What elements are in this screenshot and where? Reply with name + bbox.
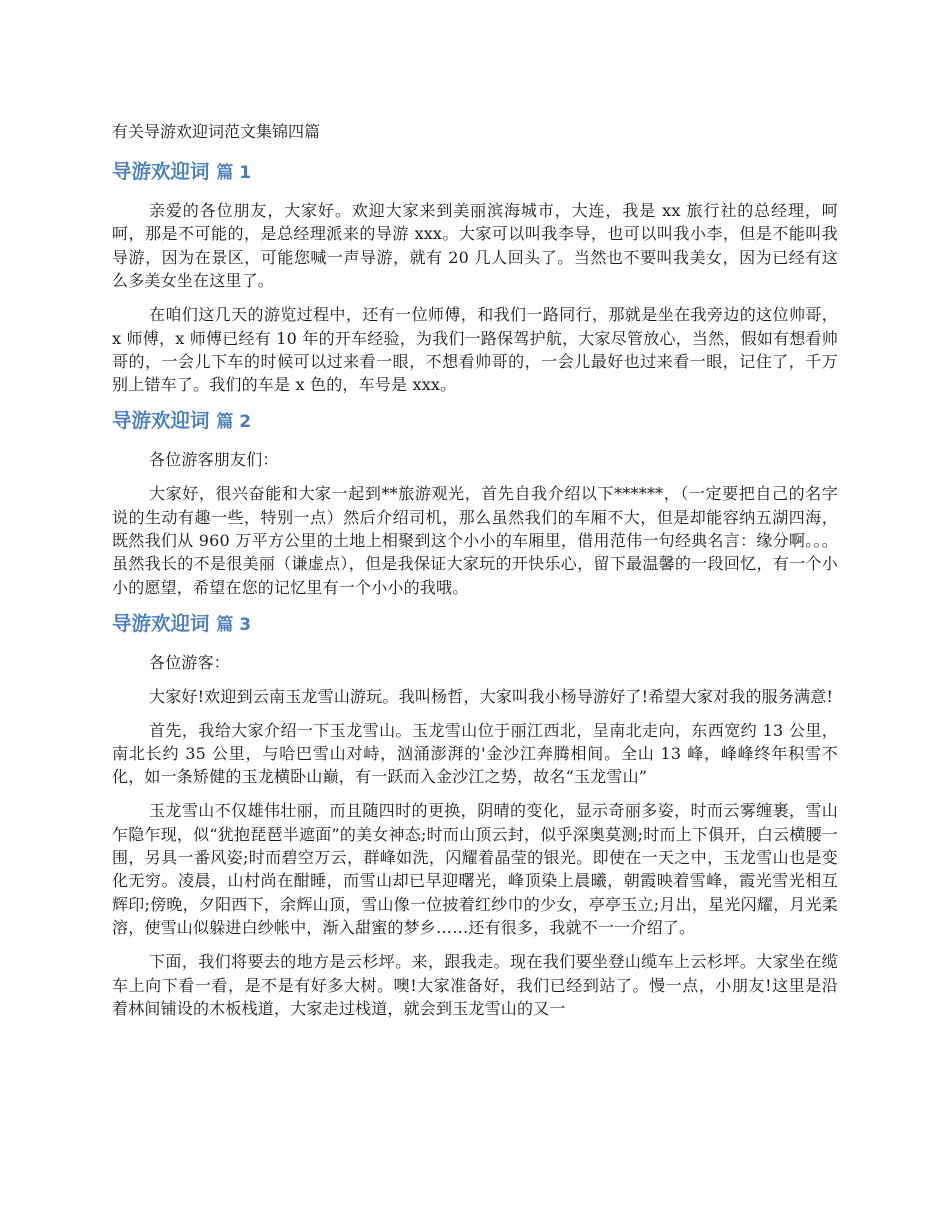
section-heading-text: 导游欢迎词	[112, 611, 210, 635]
section-3	[112, 610, 838, 1021]
section-heading-text: 导游欢迎词	[112, 409, 210, 433]
section-heading-number: 篇 1	[216, 163, 252, 183]
section-heading	[112, 158, 838, 187]
paragraph: 各位游客：	[149, 652, 231, 672]
document-page	[112, 120, 838, 1031]
document-title: 有关导游欢迎词范文集锦四篇	[112, 122, 321, 141]
section-heading	[112, 610, 838, 639]
section-heading-text: 导游欢迎词	[112, 160, 210, 183]
paragraph: 首先，我给大家介绍一下玉龙雪山。玉龙雪山位于丽江西北，呈南北走向，东西宽约 13 公里，南北长约 35 公里，与哈巴雪山对峙，汹涌澎湃的'金沙江奔腾相间。全山 13 峰，峰峰终年积雪不化，如一条矫健的玉龙横卧山巅，有一跃而入金沙江之势，故名“玉龙雪山”	[112, 720, 838, 787]
section-heading	[112, 407, 838, 436]
section-2	[112, 407, 838, 599]
paragraph: 在咱们这几天的游览过程中，还有一位师傅，和我们一路同行，那就是坐在我旁边的这位帅哥，x 师傅，x 师傅已经有 10 年的开车经验，为我们一路保驾护航，大家尽管放心，当然，假如有想看帅哥的，一会儿下车的时候可以过来看一眼，不想看帅哥的，一会儿最好也过来看一眼，记住了，千万别上错车了。我们的车是 x 色的，车号是 xxx。	[112, 305, 838, 395]
section-heading-number: 篇 2	[216, 412, 252, 433]
section-heading-number: 篇 3	[216, 614, 252, 635]
paragraph: 玉龙雪山不仅雄伟壮丽，而且随四时的更换，阴晴的变化，显示奇丽多姿，时而云雾缠裹，雪山乍隐乍现，似“犹抱琵琶半遮面”的美女神态;时而山顶云封，似乎深奥莫测;时而上下俱开，白云横腰一围，另具一番风姿;时而碧空万云，群峰如洗，闪耀着晶莹的银光。即使在一天之中，玉龙雪山也是变化无穷。凌晨，山村尚在酣睡，而雪山却已早迎曙光，峰顶染上晨曦，朝霞映着雪峰，霞光雪光相互辉印;傍晚，夕阳西下，余辉山顶，雪山像一位披着红纱巾的少女，亭亭玉立;月出，星光闪耀，月光柔溶，使雪山似躲进白纱帐中，渐入甜蜜的梦乡……还有很多，我就不一一介绍了。	[112, 801, 838, 938]
paragraph: 亲爱的各位朋友，大家好。欢迎大家来到美丽滨海城市，大连，我是 xx 旅行社的总经理，呵呵，那是不可能的，是总经理派来的导游 xxx。大家可以叫我李导，也可以叫我小李，但是不能叫我导游，因为在景区，可能您喊一声导游，就有 20 几人回头了。当然也不要叫我美女，因为已经有这么多美女坐在这里了。	[112, 201, 838, 291]
section-1	[112, 158, 838, 397]
paragraph: 大家好!欢迎到云南玉龙雪山游玩。我叫杨哲，大家叫我小杨导游好了!希望大家对我的服务满意!	[149, 686, 834, 706]
paragraph: 各位游客朋友们：	[149, 450, 279, 470]
paragraph: 下面，我们将要去的地方是云杉坪。来，跟我走。现在我们要坐登山缆车上云杉坪。大家坐在缆车上向下看一看，是不是有好多大树。噢!大家准备好，我们已经到站了。慢一点，小朋友!这里是沿着林间铺设的木板栈道，大家走过栈道，就会到玉龙雪山的又一	[112, 952, 838, 1018]
paragraph: 大家好，很兴奋能和大家一起到**旅游观光，首先自我介绍以下******，（一定要把自己的名字说的生动有趣一些，特别一点）然后介绍司机，那么虽然我们的车厢不大，但是却能容纳五湖四海，既然我们从 960 万平方公里的土地上相聚到这个小小的车厢里，借用范伟一句经典名言：缘分啊。。。虽然我长的不是很美丽（谦虚点），但是我保证大家玩的开快乐心，留下最温馨的一段回忆，有一个小小的愿望，希望在您的记忆里有一个小小的我哦。	[112, 484, 838, 597]
